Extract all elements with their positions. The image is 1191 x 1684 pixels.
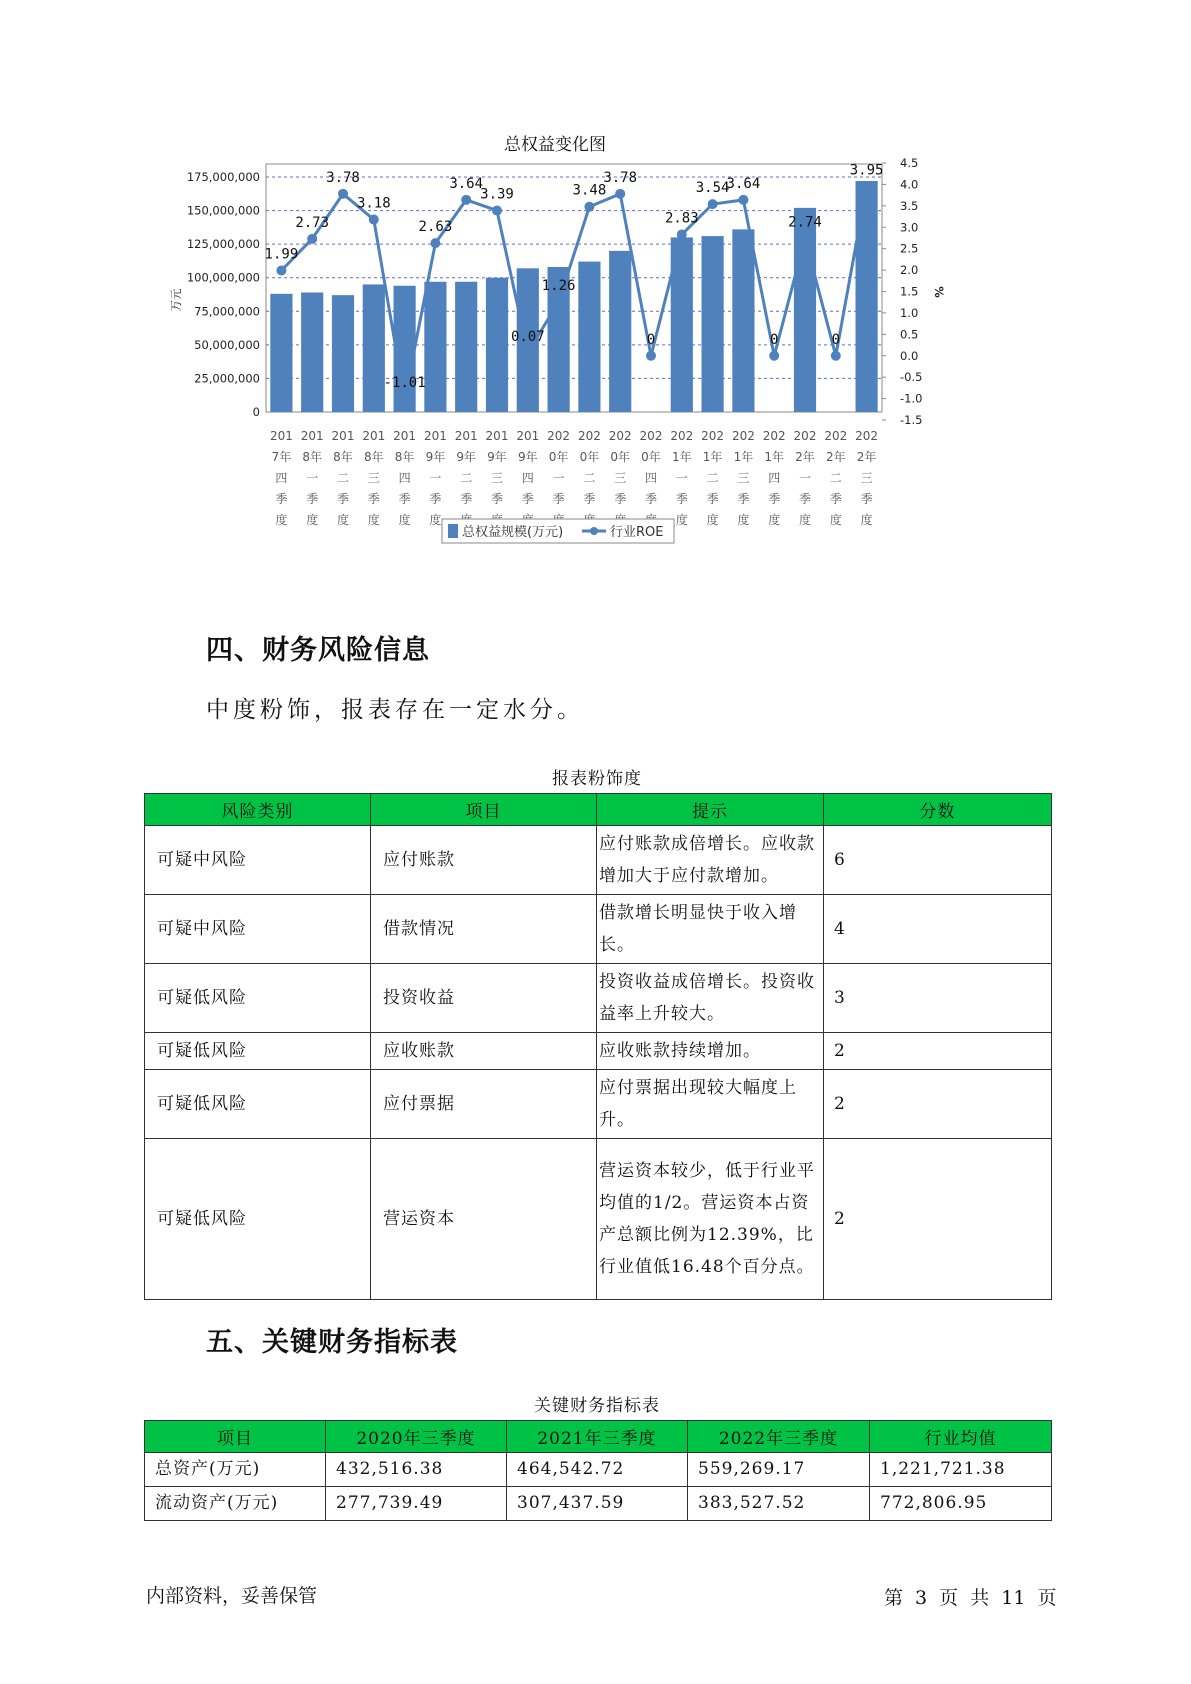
roe-point <box>461 195 471 205</box>
risk-category-cell: 可疑低风险 <box>145 1070 371 1139</box>
roe-point <box>554 297 564 307</box>
roe-point <box>276 266 286 276</box>
risk-category-cell: 可疑中风险 <box>145 895 371 964</box>
roe-point <box>738 195 748 205</box>
roe-point <box>430 238 440 248</box>
roe-point <box>800 233 810 243</box>
kf-value-cell: 1,221,721.38 <box>870 1453 1052 1487</box>
roe-data-label: -1.01 <box>383 375 426 392</box>
roe-data-label: 1.26 <box>541 277 576 294</box>
footer-confidential-note: 内部资料，妥善保管 <box>146 1585 318 1607</box>
right-axis-tick: -1.0 <box>900 391 923 406</box>
x-axis-tick-label: 201 9年一季度 <box>423 429 447 527</box>
risk-category-cell: 可疑低风险 <box>145 1033 371 1070</box>
roe-data-label: 0.07 <box>510 328 545 345</box>
x-axis-tick-label: 201 9年三季 <box>485 429 509 506</box>
roe-point <box>862 182 872 192</box>
header-tip: 提示 <box>597 794 824 826</box>
x-axis-tick-label: 202 1年二季度 <box>701 429 725 527</box>
right-axis-tick: 0.0 <box>900 348 919 363</box>
left-axis-tick: 175,000,000 <box>186 170 260 184</box>
bar <box>270 294 292 412</box>
bar <box>702 236 724 412</box>
header-industry-avg: 行业均值 <box>870 1421 1052 1453</box>
bar <box>363 284 385 412</box>
right-axis-tick: 2.5 <box>900 241 919 256</box>
roe-data-label: 3.54 <box>695 180 730 197</box>
bar <box>732 229 754 412</box>
x-axis-tick-label: 201 7年四季度 <box>269 429 293 527</box>
header-item: 项目 <box>145 1421 326 1453</box>
roe-data-label: 2.74 <box>788 214 822 231</box>
legend-line-label: 行业ROE <box>610 525 664 540</box>
key-financials-table <box>144 1420 1052 1521</box>
bar <box>424 282 446 412</box>
right-axis-tick: 1.5 <box>900 284 919 299</box>
left-axis-tick: 125,000,000 <box>186 237 260 252</box>
roe-data-label: 0 <box>831 331 841 348</box>
bar <box>856 181 878 412</box>
left-axis-tick: 75,000,000 <box>194 304 260 319</box>
legend-bar-swatch <box>448 524 458 538</box>
header-item: 项目 <box>371 794 597 826</box>
x-axis-tick-label: 202 2年三季度 <box>855 429 879 527</box>
roe-data-label: 0 <box>646 331 656 348</box>
roe-point <box>338 189 348 199</box>
header-2020q3: 2020年三季度 <box>326 1421 507 1453</box>
x-axis-tick-label: 202 2年一季度 <box>793 429 817 527</box>
x-axis-tick-label: 202 0年三季 <box>608 429 632 506</box>
x-axis-tick-label: 202 1年四季度 <box>762 429 786 527</box>
x-axis-tick-label: 201 8年二季度 <box>331 429 355 527</box>
legend-bar-label: 总权益规模(万元) <box>462 525 564 540</box>
table-row <box>145 1070 1052 1139</box>
right-axis-tick: 1.0 <box>900 305 919 320</box>
kf-value-cell: 559,269.17 <box>688 1453 870 1487</box>
roe-point <box>369 215 379 225</box>
x-axis-tick-label: 202 2年二季度 <box>824 429 848 527</box>
roe-data-label: 3.48 <box>572 182 607 199</box>
kf-table-caption: 关键财务指标表 <box>534 1396 660 1416</box>
risk-category-cell: 可疑低风险 <box>145 1139 371 1300</box>
legend-line-marker <box>590 527 598 535</box>
roe-point <box>708 199 718 209</box>
x-axis-tick-label: 202 1年三季度 <box>731 429 755 527</box>
right-axis-label: % <box>932 286 946 298</box>
risk-score-cell: 4 <box>824 895 1052 964</box>
risk-tip-cell: 应付账款成倍增长。应收款增加大于应付款增加。 <box>597 826 824 895</box>
risk-table <box>144 793 1052 1300</box>
kf-value-cell: 772,806.95 <box>870 1487 1052 1521</box>
equity-chart-svg <box>160 130 1040 590</box>
section5-title: 五、关键财务指标表 <box>206 1327 458 1358</box>
risk-score-cell: 2 <box>824 1033 1052 1070</box>
risk-tip-cell: 应收账款持续增加。 <box>597 1033 824 1070</box>
roe-data-label: 3.95 <box>849 162 884 179</box>
bar <box>578 262 600 412</box>
bar <box>455 282 477 412</box>
roe-data-label: 2.83 <box>664 210 699 227</box>
x-axis-tick-label: 201 8年一季度 <box>300 429 324 527</box>
bar <box>332 295 354 412</box>
roe-point <box>646 351 656 361</box>
chart-title: 总权益变化图 <box>504 135 606 155</box>
roe-data-label: 1.99 <box>264 246 299 263</box>
risk-tip-cell: 投资收益成倍增长。投资收益率上升较大。 <box>597 964 824 1033</box>
right-axis-tick: 4.0 <box>900 177 919 192</box>
header-risk-category: 风险类别 <box>145 794 371 826</box>
left-axis-tick: 25,000,000 <box>194 371 260 386</box>
risk-item-cell: 应付票据 <box>371 1070 597 1139</box>
header-2022q3: 2022年三季度 <box>688 1421 870 1453</box>
risk-item-cell: 借款情况 <box>371 895 597 964</box>
roe-data-label: 3.18 <box>356 195 391 212</box>
x-axis-tick-label: 202 0年二季 <box>577 429 601 506</box>
risk-item-cell: 投资收益 <box>371 964 597 1033</box>
roe-data-label: 0 <box>769 331 779 348</box>
left-axis-tick: 150,000,000 <box>186 203 260 218</box>
risk-score-cell: 6 <box>824 826 1052 895</box>
risk-tip-cell: 营运资本较少，低于行业平均值的1/2。营运资本占资产总额比例为12.39%，比行业值低16.48个百分点。 <box>597 1139 824 1300</box>
x-axis-tick-label: 202 0年一季 <box>547 429 571 506</box>
section4-paragraph: 中度粉饰，报表存在一定水分。 <box>206 697 584 723</box>
roe-point <box>492 206 502 216</box>
x-axis-tick-label: 202 0年四季 <box>639 429 663 506</box>
roe-point <box>307 234 317 244</box>
right-axis-tick: -0.5 <box>900 370 923 385</box>
table-row <box>145 1033 1052 1070</box>
right-axis-tick: 4.5 <box>900 156 919 170</box>
x-axis-tick-label: 201 9年四季 <box>516 429 540 506</box>
header-2021q3: 2021年三季度 <box>507 1421 688 1453</box>
risk-category-cell: 可疑中风险 <box>145 826 371 895</box>
kf-item-cell: 流动资产(万元) <box>145 1487 326 1521</box>
table-row <box>145 1487 1052 1521</box>
risk-item-cell: 应收账款 <box>371 1033 597 1070</box>
left-axis-tick: 0 <box>252 405 260 419</box>
right-axis-tick: 0.5 <box>900 327 919 342</box>
kf-table-header <box>145 1421 1052 1453</box>
risk-score-cell: 2 <box>824 1070 1052 1139</box>
right-axis-tick: 3.0 <box>900 220 919 235</box>
table-row <box>145 895 1052 964</box>
right-axis-tick: 2.0 <box>900 263 919 278</box>
roe-data-label: 3.64 <box>726 175 761 192</box>
bar <box>301 292 323 412</box>
roe-data-label: 2.73 <box>295 214 330 231</box>
left-axis-label: 万元 <box>169 288 183 312</box>
roe-data-label: 2.63 <box>418 219 453 236</box>
left-axis-tick: 100,000,000 <box>186 270 260 285</box>
roe-point <box>677 230 687 240</box>
x-axis-tick-label: 201 8年三季度 <box>362 429 386 527</box>
roe-data-label: 3.39 <box>480 186 514 203</box>
right-axis-tick: -1.5 <box>900 413 923 427</box>
kf-value-cell: 307,437.59 <box>507 1487 688 1521</box>
risk-category-cell: 可疑低风险 <box>145 964 371 1033</box>
risk-tip-cell: 借款增长明显快于收入增长。 <box>597 895 824 964</box>
kf-value-cell: 383,527.52 <box>688 1487 870 1521</box>
header-score: 分数 <box>824 794 1052 826</box>
roe-point <box>584 202 594 212</box>
x-axis-tick-label: 202 1年一季度 <box>670 429 694 527</box>
roe-data-label: 3.64 <box>449 175 484 192</box>
risk-tip-cell: 应付票据出现较大幅度上升。 <box>597 1070 824 1139</box>
roe-point <box>831 351 841 361</box>
x-axis-tick-label: 201 8年四季度 <box>393 429 417 527</box>
roe-point <box>769 351 779 361</box>
bar <box>486 278 508 412</box>
kf-item-cell: 总资产(万元) <box>145 1453 326 1487</box>
left-axis-tick: 50,000,000 <box>194 337 260 352</box>
risk-table-header <box>145 794 1052 826</box>
bar <box>609 251 631 412</box>
roe-point <box>400 394 410 404</box>
equity-chart <box>160 130 1040 590</box>
table-row <box>145 964 1052 1033</box>
x-axis-tick-label: 201 9年二季 <box>454 429 478 506</box>
risk-score-cell: 2 <box>824 1139 1052 1300</box>
table-row <box>145 826 1052 895</box>
kf-value-cell: 464,542.72 <box>507 1453 688 1487</box>
risk-table-caption: 报表粉饰度 <box>552 769 642 789</box>
risk-score-cell: 3 <box>824 964 1052 1033</box>
right-axis-tick: 3.5 <box>900 198 919 213</box>
roe-data-label: 3.78 <box>326 169 360 186</box>
kf-value-cell: 432,516.38 <box>326 1453 507 1487</box>
table-row <box>145 1139 1052 1300</box>
risk-item-cell: 营运资本 <box>371 1139 597 1300</box>
risk-item-cell: 应付账款 <box>371 826 597 895</box>
footer-page-number: 第 3 页 共 11 页 <box>884 1587 1057 1609</box>
table-row <box>145 1453 1052 1487</box>
roe-point <box>615 189 625 199</box>
section4-title: 四、财务风险信息 <box>206 635 430 666</box>
roe-data-label: 3.78 <box>603 169 638 186</box>
kf-value-cell: 277,739.49 <box>326 1487 507 1521</box>
roe-point <box>523 348 533 358</box>
